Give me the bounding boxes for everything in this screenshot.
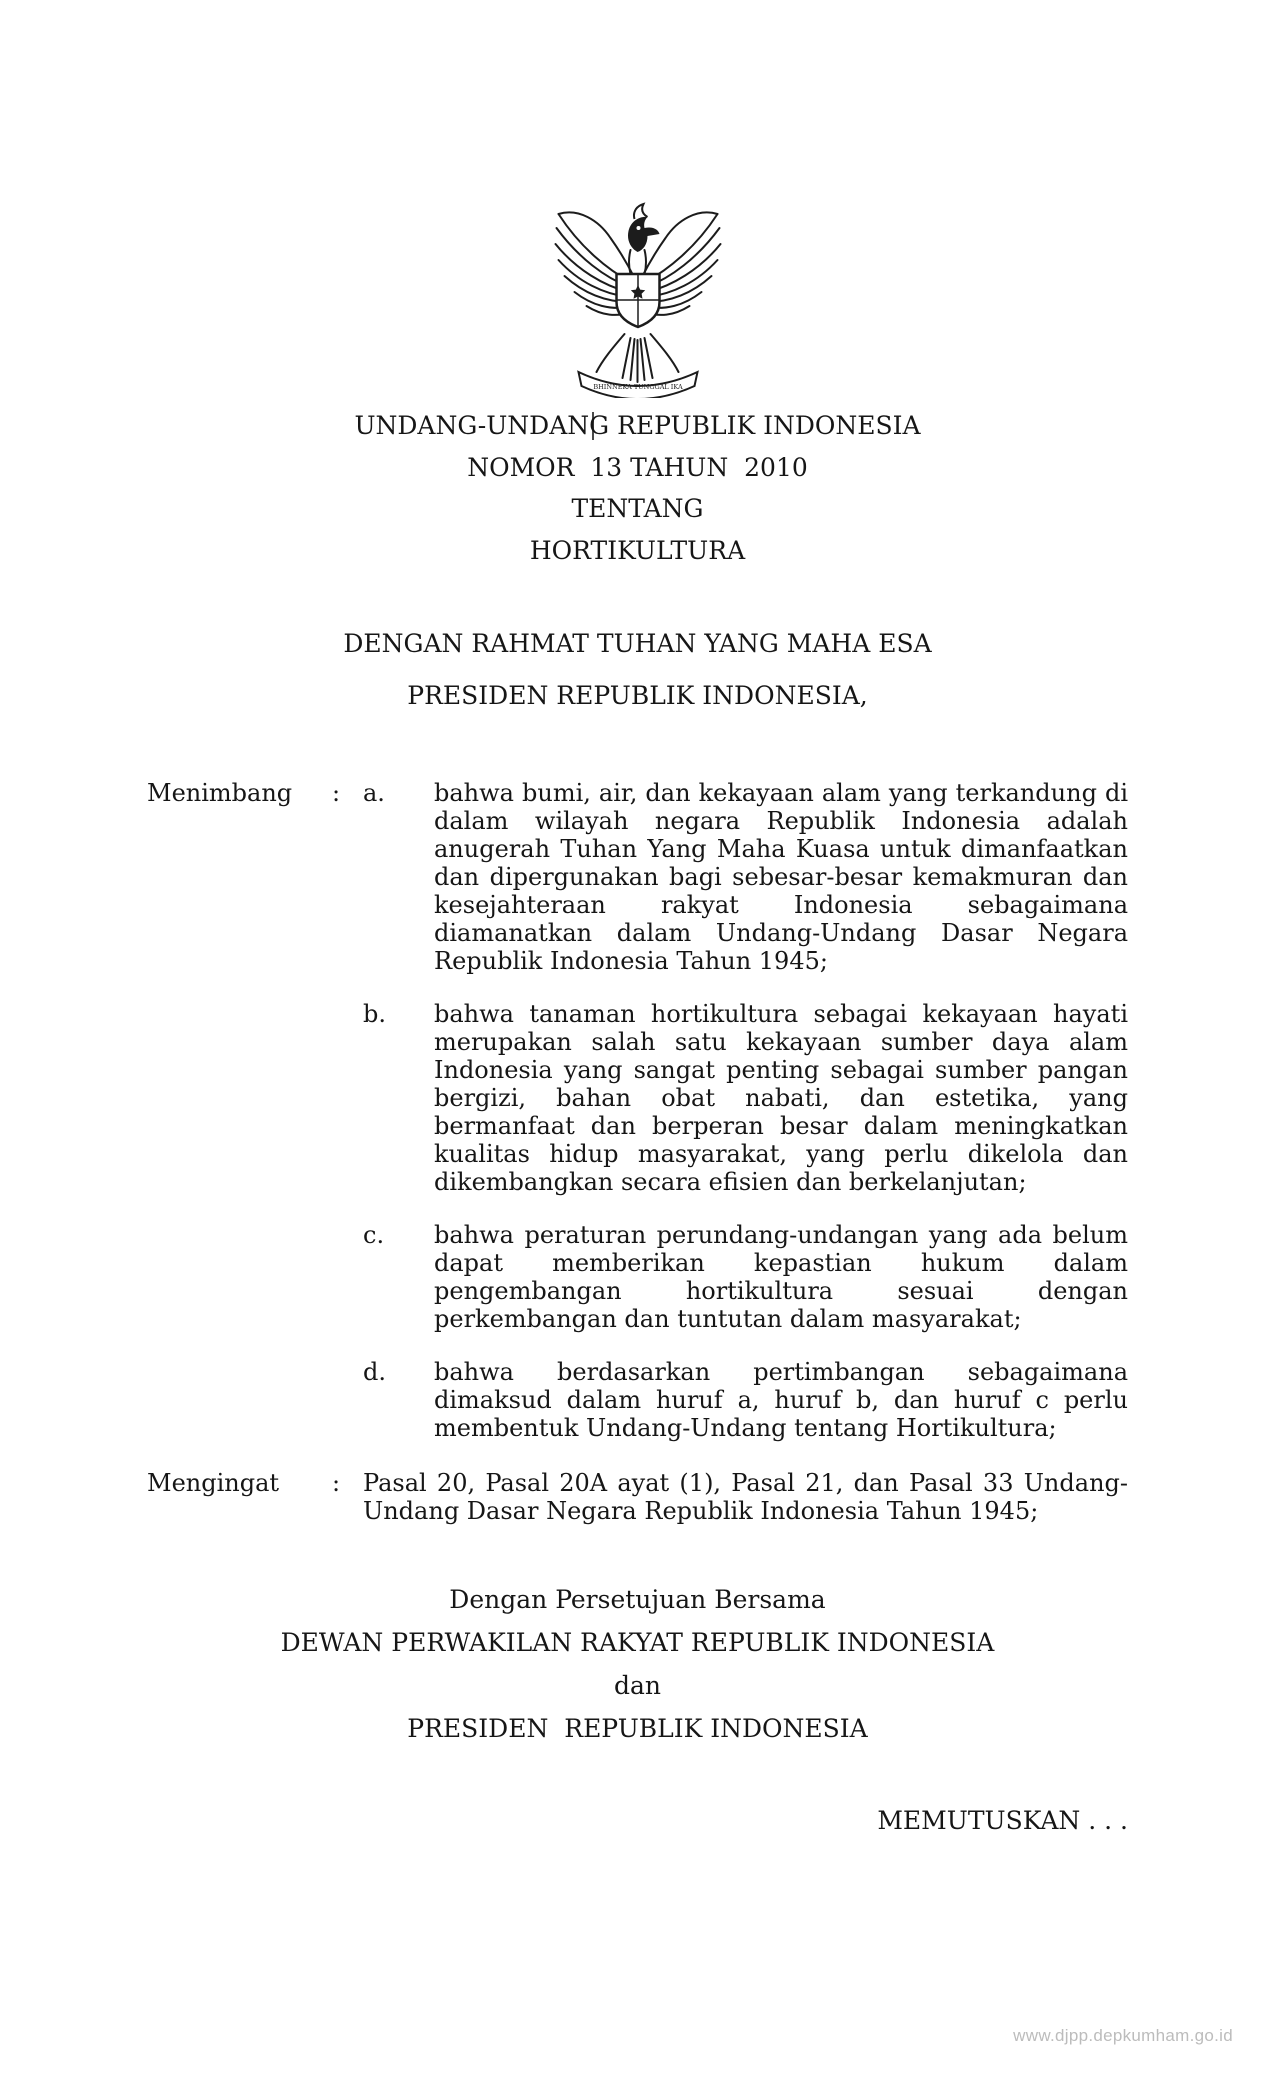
item-text: bahwa berdasarkan pertimbangan sebagaimana dimaksud dalam huruf a, huruf b, dan huruf c perlu membentuk Undang-Undang tentang Hortikultura;	[434, 1358, 1128, 1442]
title-line-number: NOMOR 13 TAHUN 2010	[467, 452, 808, 482]
agreement-line-4: PRESIDEN REPUBLIK INDONESIA	[407, 1714, 868, 1743]
preamble-grace-line: DENGAN RAHMAT TUHAN YANG MAHA ESA	[343, 629, 932, 658]
pancasila-shield	[616, 274, 659, 327]
watermark-text: www.djpp.depkumham.go.id	[1013, 2026, 1233, 2045]
title-line-subject: HORTIKULTURA	[529, 535, 746, 565]
remembering-text: Pasal 20, Pasal 20A ayat (1), Pasal 21, dan Pasal 33 Undang-Undang Dasar Negara Republik Indonesia Tahun 1945;	[363, 1469, 1128, 1525]
considering-body	[363, 779, 1128, 1442]
considering-item-c	[363, 1221, 1128, 1333]
remembering-label: Mengingat	[147, 1469, 280, 1497]
decides-line: MEMUTUSKAN . . .	[877, 1806, 1128, 1835]
item-letter: c.	[363, 1221, 385, 1249]
garuda-emblem-svg	[550, 186, 725, 398]
joint-agreement-block	[0, 1585, 1275, 1744]
considering-colon: :	[332, 779, 341, 807]
considering-item-d	[363, 1358, 1128, 1442]
garuda-pancasila-emblem	[550, 186, 725, 402]
agreement-line-3: dan	[613, 1671, 661, 1700]
remembering-section	[147, 1469, 1128, 1525]
item-letter: a.	[363, 779, 385, 807]
considering-section	[147, 779, 1128, 1442]
item-text: bahwa peraturan perundang-undangan yang ada belum dapat memberikan kepastian hukum dalam pengembangan hortikultura sesuai dengan perkembangan dan tuntutan dalam masyarakat;	[434, 1221, 1128, 1333]
item-text: bahwa tanaman hortikultura sebagai kekayaan hayati merupakan salah satu kekayaan sumber daya alam Indonesia yang sangat penting sebagai sumber pangan bergizi, bahan obat nabati, dan estetika, yang bermanfaat dan berperan besar dalam meningkatkan kualitas hidup masyarakat, yang perlu dikelola dan dikembangkan secara efisien dan berkelanjutan;	[434, 1000, 1128, 1196]
agreement-line-1: Dengan Persetujuan Bersama	[449, 1585, 826, 1614]
item-letter: d.	[363, 1358, 386, 1386]
agreement-line-2: DEWAN PERWAKILAN RAKYAT REPUBLIK INDONESIA	[280, 1628, 995, 1657]
considering-label: Menimbang	[147, 779, 293, 807]
title-line-law: UNDANG-UNDANG REPUBLIK INDONESIA	[354, 411, 921, 440]
item-text: bahwa bumi, air, dan kekayaan alam yang terkandung di dalam wilayah negara Republik Indonesia adalah anugerah Tuhan Yang Maha Kuasa untuk dimanfaatkan dan dipergunakan bagi sebesar-besar kemakmuran dan kesejahteraan rakyat Indonesia sebagaimana diamanatkan dalam Undang-Undang Dasar Negara Republik Indonesia Tahun 1945;	[434, 779, 1128, 975]
considering-item-b	[363, 1000, 1128, 1196]
remembering-colon: :	[332, 1469, 341, 1497]
item-letter: b.	[363, 1000, 386, 1028]
document-title	[0, 405, 1275, 571]
preamble-block	[0, 629, 1275, 711]
motto-text: BHINNEKA TUNGGAL IKA	[592, 383, 683, 391]
title-line-about: TENTANG	[571, 494, 704, 523]
considering-item-a	[363, 779, 1128, 975]
preamble-president-line: PRESIDEN REPUBLIK INDONESIA,	[407, 681, 868, 710]
garuda-head	[627, 217, 659, 252]
